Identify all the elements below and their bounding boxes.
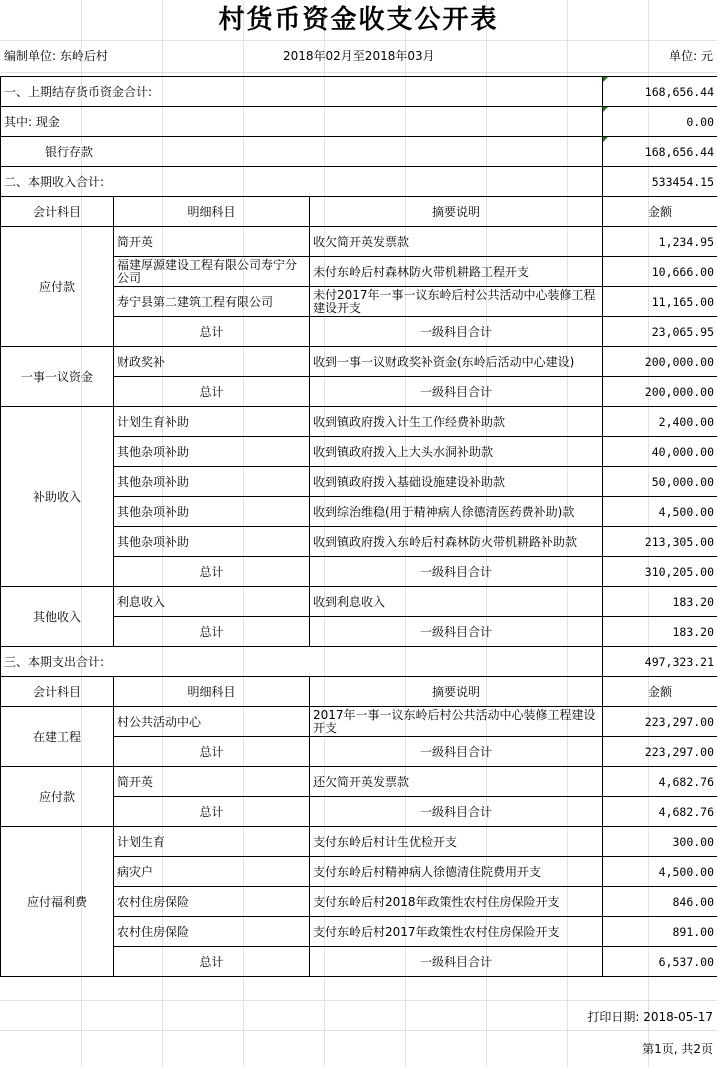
amount-cell: 4,682.76 (603, 767, 717, 797)
total-label: 总计 (114, 617, 310, 647)
amount-cell: 183.20 (603, 587, 717, 617)
detail-cell: 农村住房保险 (114, 887, 310, 917)
amount-cell: 891.00 (603, 917, 717, 947)
table-row (1, 407, 717, 437)
account-cell: 应付款 (1, 227, 114, 347)
account-cell: 在建工程 (1, 707, 114, 767)
account-cell: 应付款 (1, 767, 114, 827)
income-total-label: 二、本期收入合计: (1, 167, 603, 197)
desc-cell: 支付东岭后村计生优检开支 (310, 827, 603, 857)
account-cell: 一事一议资金 (1, 347, 114, 407)
detail-cell: 简开英 (114, 227, 310, 257)
desc-cell: 收到综治维稳(用于精神病人徐德清医药费补助)款 (310, 497, 603, 527)
account-cell: 应付福利费 (1, 827, 114, 977)
detail-cell: 福建厚源建设工程有限公司寿宁分公司 (114, 257, 310, 287)
col-header-detail: 明细科目 (114, 677, 310, 707)
detail-cell: 计划生育补助 (114, 407, 310, 437)
opening-balance-label: 一、上期结存货币资金合计: (1, 77, 603, 107)
opening-balance-row (1, 77, 717, 107)
total-label: 总计 (114, 557, 310, 587)
amount-cell: 300.00 (603, 827, 717, 857)
amount-cell: 213,305.00 (603, 527, 717, 557)
level1-total-label: 一级科目合计 (310, 797, 603, 827)
cash-label: 其中: 现金 (1, 107, 603, 137)
income-total-row (1, 167, 717, 197)
desc-cell: 未付2017年一事一议东岭后村公共活动中心装修工程建设开支 (310, 287, 603, 317)
gridline (0, 40, 717, 41)
col-header-account: 会计科目 (1, 677, 114, 707)
detail-cell: 计划生育 (114, 827, 310, 857)
subtotal-amount: 223,297.00 (603, 737, 717, 767)
gridline (0, 1000, 717, 1001)
cash-row (1, 107, 717, 137)
income-total-value: 533454.15 (603, 167, 717, 197)
col-header-amount: 金额 (603, 197, 717, 227)
level1-total-label: 一级科目合计 (310, 317, 603, 347)
detail-cell: 其他杂项补助 (114, 437, 310, 467)
amount-cell: 10,666.00 (603, 257, 717, 287)
expense-total-row (1, 647, 717, 677)
expense-total-label: 三、本期支出合计: (1, 647, 603, 677)
desc-cell: 未付东岭后村森林防火带机耕路工程开支 (310, 257, 603, 287)
amount-cell: 11,165.00 (603, 287, 717, 317)
bank-value: 168,656.44 (603, 137, 717, 167)
desc-cell: 收到一事一议财政奖补资金(东岭后活动中心建设) (310, 347, 603, 377)
desc-cell: 收到镇政府拨入上大头水洞补助款 (310, 437, 603, 467)
level1-total-label: 一级科目合计 (310, 377, 603, 407)
amount-cell: 846.00 (603, 887, 717, 917)
bank-label: 银行存款 (1, 137, 603, 167)
desc-cell: 还欠简开英发票款 (310, 767, 603, 797)
level1-total-label: 一级科目合计 (310, 557, 603, 587)
total-label: 总计 (114, 377, 310, 407)
subtotal-amount: 183.20 (603, 617, 717, 647)
total-label: 总计 (114, 947, 310, 977)
period-label: 2018年02月至2018年03月 (283, 49, 435, 63)
detail-cell: 财政奖补 (114, 347, 310, 377)
cash-value: 0.00 (603, 107, 717, 137)
detail-cell: 利息收入 (114, 587, 310, 617)
ledger-table (0, 76, 717, 977)
detail-cell: 其他杂项补助 (114, 467, 310, 497)
detail-cell: 简开英 (114, 767, 310, 797)
amount-cell: 50,000.00 (603, 467, 717, 497)
total-label: 总计 (114, 737, 310, 767)
table-row (1, 587, 717, 617)
detail-cell: 村公共活动中心 (114, 707, 310, 737)
amount-cell: 223,297.00 (603, 707, 717, 737)
col-header-desc: 摘要说明 (310, 197, 603, 227)
currency-label: 单位: 元 (669, 49, 713, 63)
level1-total-label: 一级科目合计 (310, 737, 603, 767)
opening-balance-value: 168,656.44 (603, 77, 717, 107)
table-row (1, 767, 717, 797)
desc-cell: 收到利息收入 (310, 587, 603, 617)
detail-cell: 农村住房保险 (114, 917, 310, 947)
subtotal-amount: 23,065.95 (603, 317, 717, 347)
gridline (0, 1030, 717, 1031)
subtotal-amount: 6,537.00 (603, 947, 717, 977)
column-header-row (1, 677, 717, 707)
desc-cell: 收到镇政府拨入计生工作经费补助款 (310, 407, 603, 437)
account-cell: 其他收入 (1, 587, 114, 647)
amount-cell: 4,500.00 (603, 497, 717, 527)
bank-row (1, 137, 717, 167)
detail-cell: 其他杂项补助 (114, 497, 310, 527)
detail-cell: 病灾户 (114, 857, 310, 887)
expense-total-value: 497,323.21 (603, 647, 717, 677)
subtotal-amount: 200,000.00 (603, 377, 717, 407)
column-header-row (1, 197, 717, 227)
detail-cell: 其他杂项补助 (114, 527, 310, 557)
col-header-account: 会计科目 (1, 197, 114, 227)
gridline (0, 72, 717, 73)
amount-cell: 2,400.00 (603, 407, 717, 437)
desc-cell: 收欠简开英发票款 (310, 227, 603, 257)
unit-label: 编制单位: 东岭后村 (4, 49, 108, 63)
subtotal-amount: 4,682.76 (603, 797, 717, 827)
table-row (1, 347, 717, 377)
col-header-desc: 摘要说明 (310, 677, 603, 707)
amount-cell: 40,000.00 (603, 437, 717, 467)
subtotal-amount: 310,205.00 (603, 557, 717, 587)
desc-cell: 收到镇政府拨入东岭后村森林防火带机耕路补助款 (310, 527, 603, 557)
page-title: 村货币资金收支公开表 (218, 5, 499, 35)
level1-total-label: 一级科目合计 (310, 947, 603, 977)
table-row (1, 827, 717, 857)
detail-cell: 寿宁县第二建筑工程有限公司 (114, 287, 310, 317)
desc-cell: 支付东岭后村2018年政策性农村住房保险开支 (310, 887, 603, 917)
page-indicator: 第1页, 共2页 (642, 1042, 713, 1056)
amount-cell: 4,500.00 (603, 857, 717, 887)
print-date: 打印日期: 2018-05-17 (587, 1010, 713, 1024)
desc-cell: 收到镇政府拨入基础设施建设补助款 (310, 467, 603, 497)
amount-cell: 1,234.95 (603, 227, 717, 257)
desc-cell: 支付东岭后村2017年政策性农村住房保险开支 (310, 917, 603, 947)
table-row (1, 227, 717, 257)
desc-cell: 支付东岭后村精神病人徐德清住院费用开支 (310, 857, 603, 887)
account-cell: 补助收入 (1, 407, 114, 587)
amount-cell: 200,000.00 (603, 347, 717, 377)
col-header-amount: 金额 (603, 677, 717, 707)
level1-total-label: 一级科目合计 (310, 617, 603, 647)
total-label: 总计 (114, 317, 310, 347)
col-header-detail: 明细科目 (114, 197, 310, 227)
table-row (1, 707, 717, 737)
total-label: 总计 (114, 797, 310, 827)
desc-cell: 2017年一事一议东岭后村公共活动中心装修工程建设开支 (310, 707, 603, 737)
